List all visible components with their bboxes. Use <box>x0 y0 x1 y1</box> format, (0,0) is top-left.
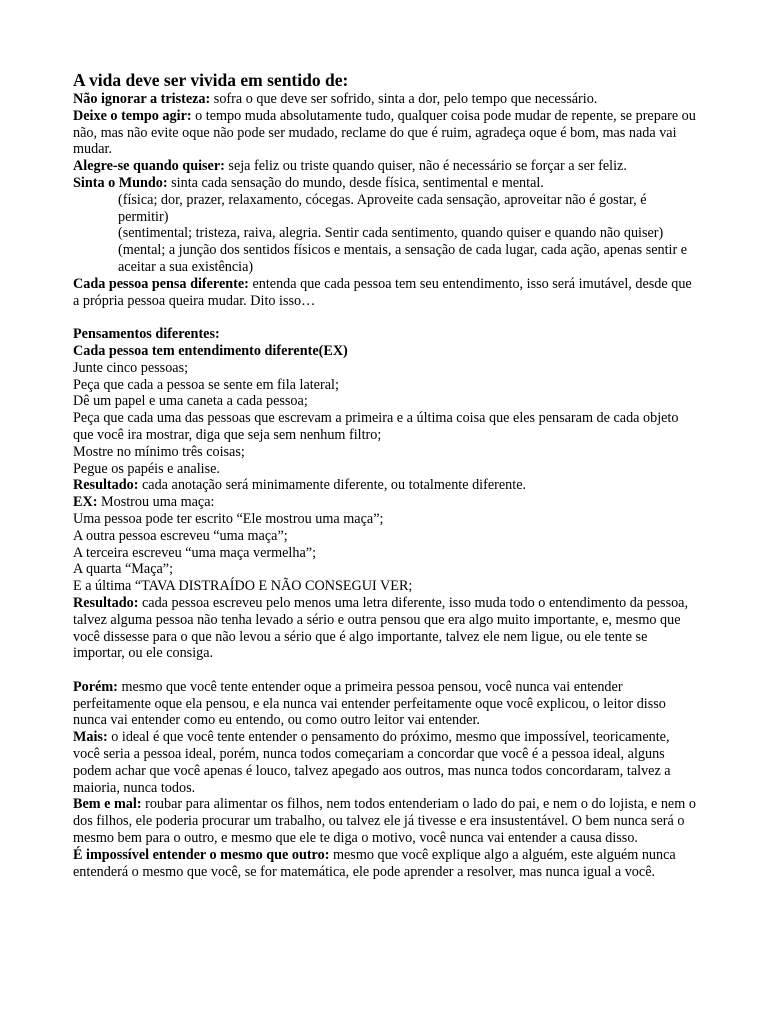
paragraph-nao-ignorar <box>73 91 698 108</box>
paragraph-bem-e-mal <box>73 796 698 846</box>
paragraph-text: cada anotação será minimamente diferente, ou totalmente diferente. <box>138 477 527 494</box>
paragraph-text: Mostrou uma maça: <box>97 494 215 511</box>
paragraph-text: sinta cada sensação do mundo, desde física, sentimental e mental. <box>167 174 544 191</box>
paragraph-mais <box>73 729 698 796</box>
section-heading <box>73 326 698 343</box>
paragraph-label: Mais: <box>73 729 108 746</box>
paragraph-impossivel <box>73 847 698 881</box>
paragraph-label: Porém: <box>73 678 118 695</box>
document-title: A vida deve ser vivida em sentido de: <box>73 70 349 90</box>
blank-line <box>73 309 698 326</box>
paragraph-text: mesmo que você explique algo a alguém, este alguém nunca entenderá o mesmo que você, se for matemática, ele pode aprender a resolver, mas nunca igual a você. <box>73 846 676 880</box>
step-line: Peça que cada uma das pessoas que escrevam a primeira e a última coisa que eles pensaram de cada objeto que você ira mostrar, diga que seja sem nenhum filtro; <box>73 410 679 443</box>
document-body <box>73 70 698 880</box>
indented-mental: (mental; a junção dos sentidos físicos e mentais, a sensação de cada lugar, cada ação, apenas sentir e aceitar a sua existência) <box>118 242 688 275</box>
example-line: Uma pessoa pode ter escrito “Ele mostrou uma maça”; <box>73 510 384 527</box>
step-line: Peça que cada a pessoa se sente em fila lateral; <box>73 376 339 393</box>
paragraph-alegre-se <box>73 158 698 175</box>
example-line: A outra pessoa escreveu “uma maça”; <box>73 527 288 544</box>
paragraph-cada-pessoa <box>73 276 698 310</box>
paragraph-label: Resultado: <box>73 477 139 494</box>
paragraph-text: seja feliz ou triste quando quiser, não é necessário se forçar a ser feliz. <box>224 158 627 175</box>
paragraph-porem <box>73 679 698 729</box>
paragraph-text: o ideal é que você tente entender o pensamento do próximo, mesmo que impossível, teoricamente, você seria a pessoa ideal, porém, nunca todos começariam a concordar que você é a pessoa ideal, alguns podem achar que você apenas é louco, talvez apegado aos outros, mas nunca todos concordaram, talvez a maioria, nunca todos. <box>73 729 671 796</box>
paragraph-label: Bem e mal: <box>73 796 142 813</box>
step-line: Dê um papel e uma caneta a cada pessoa; <box>73 393 308 410</box>
paragraph-resultado-2 <box>73 595 698 662</box>
paragraph-label: Não ignorar a tristeza: <box>73 91 211 107</box>
blank-line <box>73 662 698 679</box>
paragraph-label: Deixe o tempo agir: <box>73 107 192 124</box>
example-line: E a última “TAVA DISTRAÍDO E NÃO CONSEGUI VER; <box>73 578 413 595</box>
paragraph-text: cada pessoa escreveu pelo menos uma letra diferente, isso muda todo o entendimento da pessoa, talvez alguma pessoa não tenha levado a sério e outra pensou que era algo muito importante, e, mesmo que você dissesse para o que não levou a sério que é algo importante, talvez ele nem ligue, ou ele tente se importar, ou ele consiga. <box>73 594 689 662</box>
indented-sentimental: (sentimental; tristeza, raiva, alegria. Sentir cada sentimento, quando quiser e quando não quiser) <box>118 225 664 242</box>
paragraph-text: entenda que cada pessoa tem seu entendimento, isso será imutável, desde que a própria pessoa queira mudar. Dito isso… <box>73 275 692 309</box>
paragraph-label: Cada pessoa pensa diferente: <box>73 275 249 292</box>
paragraph-label: Sinta o Mundo: <box>73 174 168 191</box>
paragraph-text: sofra o que deve ser sofrido, sinta a dor, pelo tempo que necessário. <box>210 91 598 107</box>
heading-text: Cada pessoa tem entendimento diferente(EX) <box>73 342 348 359</box>
paragraph-text: mesmo que você tente entender oque a primeira pessoa pensou, você nunca vai entender perfeitamente oque ela pensou, e ela nunca vai entender perfeitamente oque você explicou, o leitor disso nunca vai entender como eu entendo, ou como outro leitor vai entender. <box>73 678 666 729</box>
paragraph-deixe-tempo <box>73 108 698 158</box>
step-line: Junte cinco pessoas; <box>73 359 189 376</box>
section-subheading <box>73 343 698 360</box>
paragraph-text: roubar para alimentar os filhos, nem todos entenderiam o lado do pai, e nem o do lojista, e nem o dos filhos, ele poderia procurar um trabalho, ou talvez ele já tivesse e era insustentável. O bem nunca será o mesmo bem para o outro, e mesmo que ele te diga o motivo, você nunca vai entender a causa disso. <box>73 796 696 847</box>
step-line: Pegue os papéis e analise. <box>73 460 220 477</box>
heading-text: Pensamentos diferentes: <box>73 326 220 343</box>
paragraph-label: É impossível entender o mesmo que outro: <box>73 846 330 863</box>
example-line: A quarta “Maça”; <box>73 561 174 578</box>
paragraph-text: o tempo muda absolutamente tudo, qualquer coisa pode mudar de repente, se prepare ou não, mas não evite oque não pode ser mudado, reclame do que é ruim, agradeça oque é bom, mas nada vai mudar. <box>73 107 696 158</box>
paragraph-label: Alegre-se quando quiser: <box>73 158 225 175</box>
paragraph-label: Resultado: <box>73 594 139 611</box>
paragraph-label: EX: <box>73 494 98 511</box>
paragraph-example <box>73 494 698 511</box>
paragraph-sinta-mundo <box>73 175 698 192</box>
indented-fisica: (física; dor, prazer, relaxamento, cócegas. Aproveite cada sensação, aproveitar não é gostar, é permitir) <box>118 191 647 225</box>
example-line: A terceira escreveu “uma maça vermelha”; <box>73 544 317 561</box>
step-line: Mostre no mínimo três coisas; <box>73 443 245 460</box>
paragraph-resultado-1 <box>73 477 698 494</box>
